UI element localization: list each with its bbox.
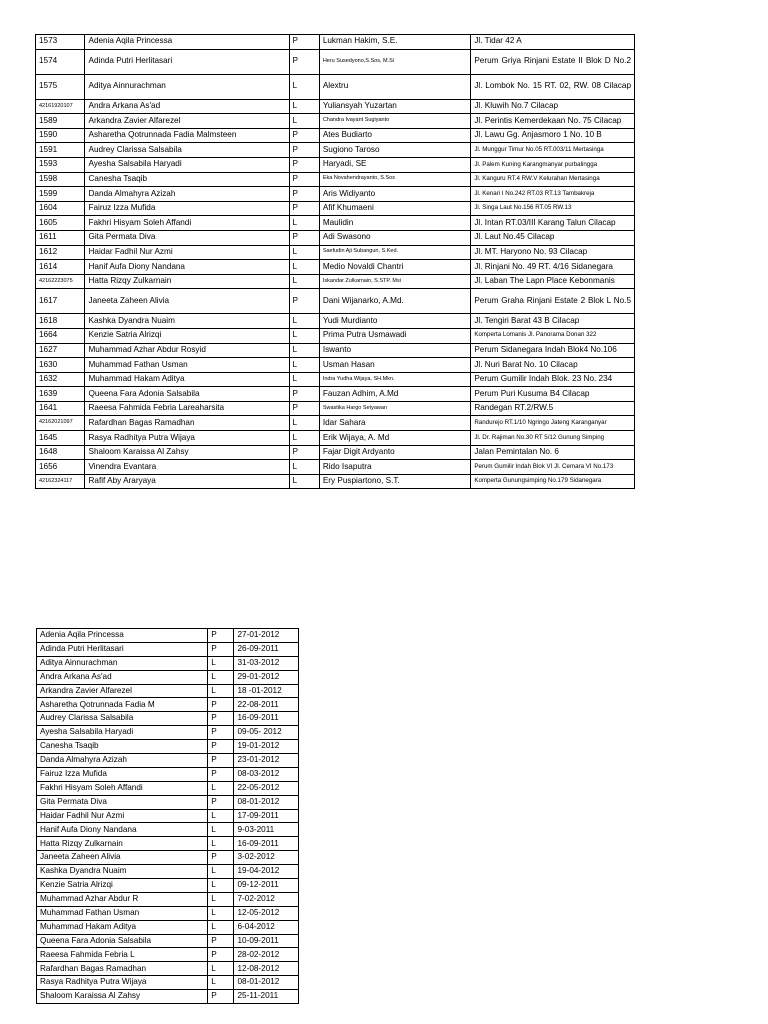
student-gender: L: [289, 328, 319, 343]
student-name: Fairuz Izza Mufida: [85, 201, 289, 216]
student-parent-table: [35, 34, 635, 489]
birth-date: 23-01-2012: [234, 754, 299, 768]
birth-date: 31-03-2012: [234, 656, 299, 670]
table-row: [36, 460, 635, 475]
student-address: Perum Puri Kusuma B4 Cilacap: [471, 387, 635, 402]
parent-name: Eka Novahendrayanto, S.Sos: [319, 172, 471, 187]
student-name: Haidar Fadhil Nur Azmi: [85, 245, 289, 260]
birth-date: 27-01-2012: [234, 629, 299, 643]
parent-name: Adi Swasono: [319, 230, 471, 245]
birth-date: 16-09-2011: [234, 837, 299, 851]
birth-date: 19-04-2012: [234, 865, 299, 879]
parent-name: Ery Puspiartono, S.T.: [319, 474, 471, 489]
table-row: [37, 656, 299, 670]
student-gender: L: [289, 245, 319, 260]
birth-date: 10-09-2011: [234, 934, 299, 948]
student-gender: L: [289, 343, 319, 358]
student-name: Haidar Fadhil Nur Azmi: [37, 809, 208, 823]
table-row: [36, 314, 635, 329]
student-name: Arkandra Zavier Alfarezel: [37, 684, 208, 698]
student-gender: P: [208, 990, 234, 1004]
birth-date: 7-02-2012: [234, 892, 299, 906]
student-name: Hatta Rizqy Zulkarnain: [37, 837, 208, 851]
student-address: Jl. Laut No.45 Cilacap: [471, 230, 635, 245]
student-gender: P: [289, 157, 319, 172]
student-name: Andra Arkana As'ad: [85, 99, 289, 114]
parent-name: Afif Khumaeni: [319, 201, 471, 216]
table-row: [36, 387, 635, 402]
student-name: Vinendra Evantara: [85, 460, 289, 475]
student-gender: L: [289, 474, 319, 489]
student-gender: L: [208, 962, 234, 976]
student-address: Komperta Gunungsimping No.179 Sidanegara: [471, 474, 635, 489]
student-name: Janeeta Zaheen Alivia: [85, 289, 289, 314]
student-number: 1641: [36, 401, 85, 416]
student-name: Hatta Rizqy Zulkarnain: [85, 274, 289, 289]
student-name: Kashka Dyandra Nuaim: [37, 865, 208, 879]
table-row: [37, 934, 299, 948]
student-number: 1664: [36, 328, 85, 343]
student-name: Raeesa Fahmida Febria Lareaharsita: [85, 401, 289, 416]
parent-name: Sugiono Taroso: [319, 143, 471, 158]
table-row: [36, 74, 635, 99]
student-gender: P: [289, 143, 319, 158]
student-address: Jl. Nuri Barat No. 10 Cilacap: [471, 358, 635, 373]
birth-date: 26-09-2011: [234, 642, 299, 656]
student-number: 42162223075: [36, 274, 85, 289]
student-gender: L: [289, 314, 319, 329]
student-number: 42161920107: [36, 99, 85, 114]
student-number: 1627: [36, 343, 85, 358]
student-name: Arkandra Zavier Alfarezel: [85, 114, 289, 129]
student-number: 1648: [36, 445, 85, 460]
student-gender: L: [208, 906, 234, 920]
student-name: Ayesha Salsabila Haryadi: [37, 726, 208, 740]
table-row: [36, 157, 635, 172]
table-row: [37, 670, 299, 684]
birth-date: 25-11-2011: [234, 990, 299, 1004]
student-address: Jl. Kenari I No.242 RT.03 RT.13 Tambakreja: [471, 187, 635, 202]
student-name: Shaloom Karaissa Al Zahsy: [37, 990, 208, 1004]
table-row: [36, 416, 635, 431]
parent-name: Iskandar Zulkarnain, S.STP. Msi: [319, 274, 471, 289]
table-row: [36, 431, 635, 446]
student-name: Janeeta Zaheen Alivia: [37, 851, 208, 865]
parent-name: Saefudin Aji Subangun, S.Ked.: [319, 245, 471, 260]
student-gender: L: [208, 920, 234, 934]
student-address: Perum Sidanegara Indah Blok4 No.106: [471, 343, 635, 358]
student-number: 1574: [36, 49, 85, 74]
student-gender: P: [289, 172, 319, 187]
student-address: Jl. Palem Kuning Karangmanyar purbalingga: [471, 157, 635, 172]
student-number: 1632: [36, 372, 85, 387]
table-row: [36, 172, 635, 187]
parent-name: Maulidin: [319, 216, 471, 231]
birth-date: 22-08-2011: [234, 698, 299, 712]
student-gender: P: [289, 387, 319, 402]
student-gender: P: [208, 698, 234, 712]
student-gender: L: [208, 670, 234, 684]
student-name: Kenzie Satria Alrizqi: [37, 879, 208, 893]
table-row: [36, 401, 635, 416]
student-name: Aditya Ainnurachman: [85, 74, 289, 99]
table-row: [37, 892, 299, 906]
table-row: [36, 114, 635, 129]
student-name: Danda Almahyra Azizah: [85, 187, 289, 202]
student-name: Kashka Dyandra Nuaim: [85, 314, 289, 329]
parent-name: Idar Sahara: [319, 416, 471, 431]
table-row: [36, 216, 635, 231]
student-name: Muhammad Azhar Abdur R: [37, 892, 208, 906]
student-gender: P: [289, 401, 319, 416]
student-gender: L: [289, 372, 319, 387]
student-number: 1611: [36, 230, 85, 245]
student-number: 1573: [36, 35, 85, 50]
student-address: Perum Griya Rinjani Estate II Blok D No.2: [471, 49, 635, 74]
student-gender: P: [208, 948, 234, 962]
table-row: [37, 712, 299, 726]
student-gender: P: [289, 201, 319, 216]
parent-name: Haryadi, SE: [319, 157, 471, 172]
table-row: [37, 920, 299, 934]
student-gender: P: [208, 767, 234, 781]
table-row: [37, 754, 299, 768]
parent-name: Chandra Ivayant Sugiyanto: [319, 114, 471, 129]
student-name: Muhammad Hakam Aditya: [85, 372, 289, 387]
student-address: Jl. MT. Haryono No. 93 Cilacap: [471, 245, 635, 260]
student-gender: P: [208, 642, 234, 656]
table-row: [36, 143, 635, 158]
table-row: [36, 35, 635, 50]
student-name: Adinda Putri Herlitasari: [37, 642, 208, 656]
table-row: [37, 740, 299, 754]
table-row: [36, 128, 635, 143]
table-row: [36, 343, 635, 358]
table-row: [37, 698, 299, 712]
student-gender: P: [289, 49, 319, 74]
student-name: Gita Permata Diva: [37, 795, 208, 809]
student-gender: P: [208, 851, 234, 865]
student-name: Muhammad Hakam Aditya: [37, 920, 208, 934]
table-row: [37, 781, 299, 795]
birth-date: 17-09-2011: [234, 809, 299, 823]
student-name: Hanif Aufa Diony Nandana: [37, 823, 208, 837]
student-address: Jl. Kanguru RT.4 RW.V Kelurahan Mertasinga: [471, 172, 635, 187]
student-address: Jl. Singa Laut No.156 RT.05 RW.13: [471, 201, 635, 216]
student-gender: P: [289, 445, 319, 460]
student-name: Adenia Aqila Princessa: [37, 629, 208, 643]
birth-date: 9-03-2011: [234, 823, 299, 837]
student-number: 1605: [36, 216, 85, 231]
student-name: Muhammad Fathan Usman: [85, 358, 289, 373]
student-gender: L: [208, 976, 234, 990]
student-gender: L: [289, 114, 319, 129]
parent-name: Erik Wijaya, A. Md: [319, 431, 471, 446]
student-gender: L: [208, 865, 234, 879]
parent-name: Alextru: [319, 74, 471, 99]
student-gender: L: [289, 460, 319, 475]
student-address: Randegan RT.2/RW.5: [471, 401, 635, 416]
table-row: [36, 245, 635, 260]
birth-date: 19-01-2012: [234, 740, 299, 754]
table-row: [37, 906, 299, 920]
student-number: 1612: [36, 245, 85, 260]
parent-name: Prima Putra Usmawadi: [319, 328, 471, 343]
birth-date: 28-02-2012: [234, 948, 299, 962]
student-name: Adinda Putri Herlitasari: [85, 49, 289, 74]
student-name: Asharetha Qotrunnada Fadia M: [37, 698, 208, 712]
student-name: Muhammad Fathan Usman: [37, 906, 208, 920]
parent-name: Fajar Digit Ardyanto: [319, 445, 471, 460]
student-gender: L: [208, 781, 234, 795]
student-number: 1656: [36, 460, 85, 475]
student-gender: L: [289, 216, 319, 231]
student-gender: L: [208, 892, 234, 906]
student-gender: P: [208, 795, 234, 809]
table-row: [37, 865, 299, 879]
student-address: Jl. Tidar 42 A: [471, 35, 635, 50]
student-name: Rasya Radhitya Putra Wijaya: [85, 431, 289, 446]
table-row: [36, 358, 635, 373]
birth-date: 22-05-2012: [234, 781, 299, 795]
student-address: Jl. Lombok No. 15 RT. 02, RW. 08 Cilacap: [471, 74, 635, 99]
student-gender: L: [208, 879, 234, 893]
student-gender: L: [208, 656, 234, 670]
birth-date: 09-12-2011: [234, 879, 299, 893]
table-row: [37, 976, 299, 990]
parent-name: Aris Widiyanto: [319, 187, 471, 202]
student-number: 1598: [36, 172, 85, 187]
student-number: 1604: [36, 201, 85, 216]
table-row: [37, 948, 299, 962]
birth-date: 18 -01-2012: [234, 684, 299, 698]
student-address: Jl. Kluwih No.7 Cilacap: [471, 99, 635, 114]
birth-date: 12-08-2012: [234, 962, 299, 976]
student-name: Canesha Tsaqib: [85, 172, 289, 187]
student-gender: L: [289, 274, 319, 289]
student-gender: L: [208, 809, 234, 823]
parent-name: Indra Yudha Wijaya, SH.Mkn.: [319, 372, 471, 387]
table-row: [37, 823, 299, 837]
student-address: Jl. Rinjani No. 49 RT. 4/16 Sidanegara: [471, 260, 635, 275]
student-number: 1599: [36, 187, 85, 202]
student-gender: P: [289, 35, 319, 50]
student-number: 1645: [36, 431, 85, 446]
table-row: [36, 445, 635, 460]
student-name: Asharetha Qotrunnada Fadia Malmsteen: [85, 128, 289, 143]
student-gender: P: [208, 629, 234, 643]
parent-name: Medio Novaldi Chantri: [319, 260, 471, 275]
student-name: Queena Fara Adonia Salsabila: [37, 934, 208, 948]
table-row: [37, 837, 299, 851]
student-gender: P: [289, 289, 319, 314]
student-gender: L: [208, 823, 234, 837]
table-row: [37, 795, 299, 809]
student-number: 1575: [36, 74, 85, 99]
student-gender: L: [289, 74, 319, 99]
parent-name: Fauzan Adhim, A.Md: [319, 387, 471, 402]
student-address: Randurejo RT.1/10 Ngringo Jateng Karanganyar: [471, 416, 635, 431]
student-gender: L: [289, 99, 319, 114]
student-number: 42162324117: [36, 474, 85, 489]
birth-date: 12-05-2012: [234, 906, 299, 920]
table-row: [36, 230, 635, 245]
student-name: Audrey Clarissa Salsabila: [85, 143, 289, 158]
table-row: [37, 851, 299, 865]
birth-date: 08-01-2012: [234, 795, 299, 809]
table-row: [36, 260, 635, 275]
table-row: [37, 879, 299, 893]
student-number: 1593: [36, 157, 85, 172]
table-row: [36, 372, 635, 387]
student-gender: L: [289, 431, 319, 446]
parent-name: Iswanto: [319, 343, 471, 358]
student-address: Perum Gumilir Indah Blok VI Jl. Cemara VI No.173: [471, 460, 635, 475]
student-name: Muhammad Azhar Abdur Rosyid: [85, 343, 289, 358]
student-address: Jl. Perintis Kemerdekaan No. 75 Cilacap: [471, 114, 635, 129]
student-name: Fakhri Hisyam Soleh Affandi: [37, 781, 208, 795]
table-row: [36, 201, 635, 216]
table-row: [36, 289, 635, 314]
birth-date: 09-05- 2012: [234, 726, 299, 740]
student-address: Jalan Pemintalan No. 6: [471, 445, 635, 460]
student-name: Canesha Tsaqib: [37, 740, 208, 754]
birth-date: 08-03-2012: [234, 767, 299, 781]
student-name: Audrey Clarissa Salsabila: [37, 712, 208, 726]
student-number: 1630: [36, 358, 85, 373]
parent-name: Dani Wijanarko, A.Md.: [319, 289, 471, 314]
table-row: [36, 474, 635, 489]
student-address: Jl. Intan RT.03/III Karang Talun Cilacap: [471, 216, 635, 231]
student-gender: P: [208, 754, 234, 768]
student-name: Gita Permata Diva: [85, 230, 289, 245]
student-name: Danda Almahyra Azizah: [37, 754, 208, 768]
student-number: 1591: [36, 143, 85, 158]
student-address: Jl. Lawu Gg. Anjasmoro 1 No. 10 B: [471, 128, 635, 143]
student-name: Ayesha Salsabila Haryadi: [85, 157, 289, 172]
student-gender: L: [289, 416, 319, 431]
parent-name: Rido Isaputra: [319, 460, 471, 475]
student-name: Fakhri Hisyam Soleh Affandi: [85, 216, 289, 231]
birth-date: 3-02-2012: [234, 851, 299, 865]
student-name: Rafardhan Bagas Ramadhan: [85, 416, 289, 431]
student-name: Hanif Aufa Diony Nandana: [85, 260, 289, 275]
table-row: [36, 328, 635, 343]
birth-date: 16-09-2011: [234, 712, 299, 726]
student-gender: L: [289, 358, 319, 373]
birth-date: 08-01-2012: [234, 976, 299, 990]
student-number: 1618: [36, 314, 85, 329]
table-row: [37, 684, 299, 698]
student-gender: P: [289, 128, 319, 143]
student-gender: L: [289, 260, 319, 275]
birth-date: 6-04-2012: [234, 920, 299, 934]
table-row: [36, 274, 635, 289]
parent-name: Ates Budiarto: [319, 128, 471, 143]
student-name: Queena Fara Adonia Salsabila: [85, 387, 289, 402]
student-name: Andra Arkana As'ad: [37, 670, 208, 684]
table-row: [37, 962, 299, 976]
student-address: Jl. Munggur Timur No.05 RT.003/11 Mertasinga: [471, 143, 635, 158]
student-birthdate-table: [36, 628, 299, 1004]
student-address: Komperta Lomanis Jl. Panorama Donan 322: [471, 328, 635, 343]
table-row: [36, 49, 635, 74]
parent-name: Lukman Hakim, S.E.: [319, 35, 471, 50]
student-address: Jl. Tengiri Barat 43 B Cilacap: [471, 314, 635, 329]
student-address: Jl. Laban The Lapn Place Kebonmanis: [471, 274, 635, 289]
table-row: [37, 990, 299, 1004]
student-name: Fairuz Izza Mufida: [37, 767, 208, 781]
table-row: [36, 187, 635, 202]
student-name: Aditya Ainnurachman: [37, 656, 208, 670]
student-address: Perum Gumilir Indah Blok. 23 No. 234: [471, 372, 635, 387]
student-name: Adenia Aqila Princessa: [85, 35, 289, 50]
table-row: [36, 99, 635, 114]
student-gender: P: [208, 726, 234, 740]
student-number: 1589: [36, 114, 85, 129]
student-gender: P: [289, 187, 319, 202]
table-row: [37, 629, 299, 643]
student-number: 1614: [36, 260, 85, 275]
table-row: [37, 726, 299, 740]
student-name: Rafardhan Bagas Ramadhan: [37, 962, 208, 976]
student-address: Perum Graha Rinjani Estate 2 Blok L No.5: [471, 289, 635, 314]
parent-name: Swastika Hargo Setyawan: [319, 401, 471, 416]
parent-name: Heru Susedyono,S.Sos, M.Si: [319, 49, 471, 74]
parent-name: Yuliansyah Yuzartan: [319, 99, 471, 114]
parent-name: Usman Hasan: [319, 358, 471, 373]
student-name: Rasya Radhitya Putra Wijaya: [37, 976, 208, 990]
student-number: 1590: [36, 128, 85, 143]
student-gender: L: [208, 684, 234, 698]
table-row: [37, 642, 299, 656]
student-name: Rafif Aby Araryaya: [85, 474, 289, 489]
student-number: 1617: [36, 289, 85, 314]
student-gender: P: [208, 740, 234, 754]
student-number: 1639: [36, 387, 85, 402]
student-gender: P: [208, 934, 234, 948]
table-row: [37, 809, 299, 823]
student-name: Raeesa Fahmida Febria L: [37, 948, 208, 962]
birth-date: 29-01-2012: [234, 670, 299, 684]
student-number: 42162021097: [36, 416, 85, 431]
student-gender: L: [208, 837, 234, 851]
student-name: Shaloom Karaissa Al Zahsy: [85, 445, 289, 460]
student-address: Jl. Dr. Rajiman No.30 RT 5/12 Gunung Simping: [471, 431, 635, 446]
student-gender: P: [208, 712, 234, 726]
parent-name: Yudi Murdianto: [319, 314, 471, 329]
student-name: Kenzie Satria Alrizqi: [85, 328, 289, 343]
student-gender: P: [289, 230, 319, 245]
table-row: [37, 767, 299, 781]
